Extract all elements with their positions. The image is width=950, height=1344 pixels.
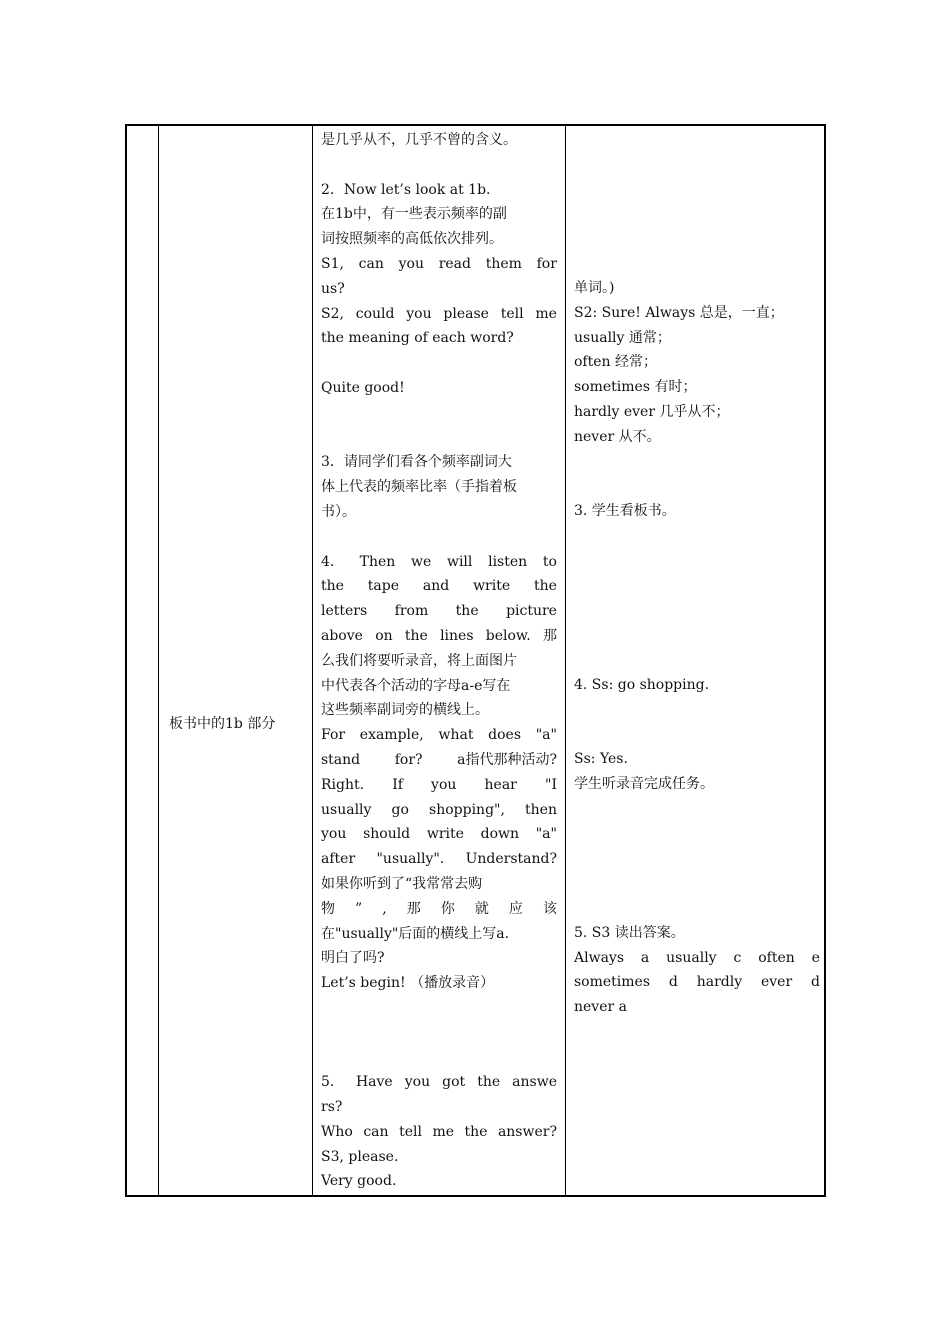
student-text-line [574, 797, 820, 822]
student-text-line [574, 648, 820, 673]
teacher-text-line: 如果你听到了“我常常去购 [321, 875, 483, 892]
teacher-text-line: 么我们将要听录音，将上面图片 [321, 652, 517, 669]
student-text-line [574, 896, 820, 921]
teacher-text-line: the tape and write the [321, 578, 557, 595]
teacher-text-line: 4． Then we will listen to [321, 553, 557, 570]
teacher-text-line: 在1b中，有一些表示频率的副 [321, 206, 507, 223]
student-text-line [574, 623, 820, 648]
teacher-text-line: letters from the picture [321, 603, 557, 620]
teacher-text-line: after "usually". Understand? [321, 851, 557, 868]
student-text-line: Always a usually c often e [574, 949, 820, 966]
teacher-text-line: For example, what does "a" [321, 727, 557, 744]
teacher-text-line: 5． Have you got the answe [321, 1074, 557, 1091]
teacher-text-line: you should write down "a" [321, 826, 557, 843]
teacher-text-line [321, 153, 557, 178]
student-text-line: sometimes d hardly ever d [574, 974, 820, 991]
teacher-text-line: us? [321, 280, 345, 297]
teacher-text-line [321, 401, 557, 426]
student-text-line: 5. S3 读出答案。 [574, 924, 685, 941]
student-text-line: 单词。) [574, 280, 615, 296]
student-text-line [574, 722, 820, 747]
column-divider [565, 126, 566, 1195]
teacher-text-line [321, 426, 557, 451]
teacher-text-line: 是几乎从不，几乎不曾的含义。 [321, 132, 517, 148]
teacher-text-line: S2, could you please tell me [321, 305, 557, 322]
student-text-line: 学生听录音完成任务。 [574, 775, 714, 792]
column-divider [158, 126, 159, 1195]
teacher-text-line: 物 ” , 那 你 就 应 该 [321, 900, 557, 917]
teacher-text-line: Right. If you hear "I [321, 776, 557, 793]
teacher-activity-column [321, 128, 557, 1194]
column-divider [312, 126, 313, 1195]
teacher-text-line [321, 351, 557, 376]
row-label: 板书中的1b 部分 [169, 716, 276, 732]
teacher-text-line: Quite good! [321, 379, 405, 396]
student-text-line: hardly ever 几乎从不； [574, 403, 730, 420]
student-text-line [574, 524, 820, 549]
teacher-text-line: above on the lines below. 那 [321, 627, 557, 644]
teacher-text-line: usually go shopping", then [321, 801, 557, 818]
student-text-line [574, 450, 820, 475]
teacher-text-line: S3, please. [321, 1148, 399, 1165]
teacher-text-line: S1, can you read them for [321, 255, 557, 272]
student-text-line [574, 846, 820, 871]
teacher-text-line: 明白了吗? [321, 950, 385, 967]
teacher-text-line: 书）。 [321, 503, 356, 520]
student-text-line: never 从不。 [574, 428, 661, 445]
teacher-text-line [321, 1021, 557, 1046]
student-text-line: usually 通常； [574, 329, 671, 346]
student-text-line [574, 871, 820, 896]
student-text-line [574, 549, 820, 574]
student-text-line: often 经常； [574, 354, 657, 371]
student-text-line: 4. Ss: go shopping. [574, 676, 710, 693]
teacher-text-line: Very good. [321, 1173, 397, 1190]
student-text-line [574, 822, 820, 847]
student-text-line [574, 698, 820, 723]
teacher-text-line [321, 1045, 557, 1070]
teacher-text-line: 在"usually"后面的横线上写a. [321, 925, 510, 942]
student-text-line: Ss: Yes. [574, 751, 628, 768]
teacher-text-line [321, 996, 557, 1021]
teacher-text-line: 这些频率副词旁的横线上。 [321, 702, 489, 719]
teacher-text-line: rs? [321, 1099, 343, 1116]
teacher-text-line: Let’s begin! （播放录音） [321, 975, 495, 992]
student-text-line: 3. 学生看板书。 [574, 503, 676, 520]
student-text-line [574, 474, 820, 499]
teacher-text-line: 词按照频率的高低依次排列。 [321, 231, 503, 248]
student-text-line [574, 574, 820, 599]
student-activity-column [574, 276, 820, 1020]
student-text-line: sometimes 有时； [574, 379, 697, 396]
teacher-text-line: 2．Now let’s look at 1b. [321, 181, 491, 198]
student-text-line: S2: Sure! Always 总是，一直； [574, 304, 784, 321]
teacher-text-line: 体上代表的频率比率（手指着板 [321, 479, 517, 496]
teacher-text-line: stand for? a指代那种活动? [321, 751, 557, 768]
teacher-text-line: 3．请同学们看各个频率副词大 [321, 454, 512, 471]
student-text-line [574, 598, 820, 623]
teacher-text-line: the meaning of each word? [321, 330, 514, 347]
lesson-table [125, 124, 826, 1197]
teacher-text-line [321, 525, 557, 550]
teacher-text-line: 中代表各个活动的字母a-e写在 [321, 677, 511, 694]
student-text-line: never a [574, 999, 627, 1016]
teacher-text-line: Who can tell me the answer? [321, 1123, 557, 1140]
